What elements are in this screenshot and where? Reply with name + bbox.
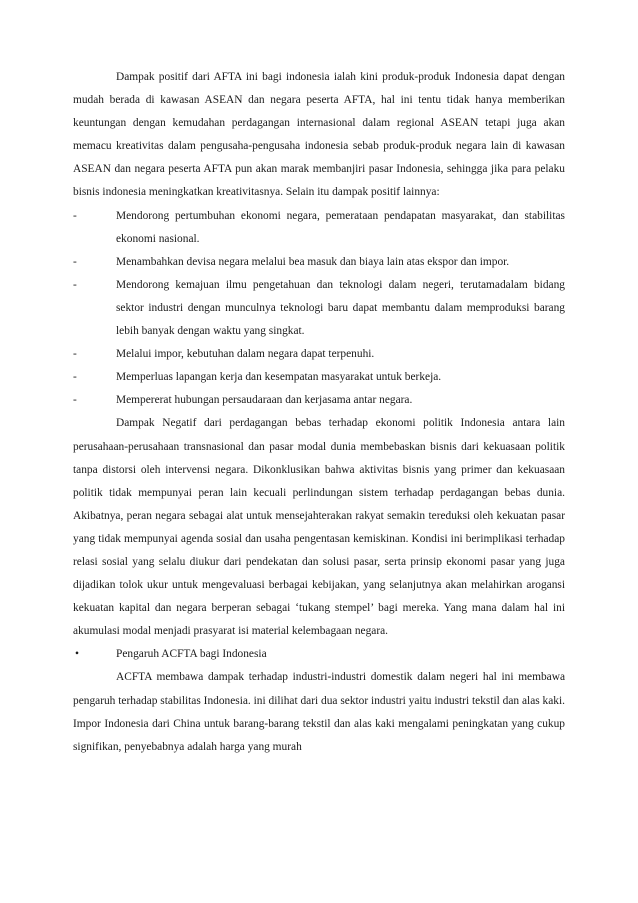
dash-marker: - [73, 278, 77, 291]
paragraph-negative-impact: Dampak Negatif dari perdagangan bebas terhadap ekonomi politik Indonesia antara lain perusahaan-perusahaan transnasional dan pasar modal dunia membebaskan bisnis dari kekuasaan politik tanpa distorsi oleh intervensi negara. Dikonklusikan bahwa aktivitas bisnis yang primer dan kekuasaan politik tidak mempunyai peran lain kecuali perlindungan sistem terhadap perdagangan bebas dunia. Akibatnya, peran negara sebagai alat untuk mensejahterakan rakyat semakin tereduksi oleh kekuatan pasar yang tidak mempunyai agenda sosial dan usaha pengentasan kemiskinan. Kondisi ini berimplikasi terhadap relasi sosial yang selalu diukur dari pendekatan dan solusi pasar, serta prinsip ekonomi pasar yang juga dijadikan tolok ukur untuk mengevaluasi berbagai kebijakan, yang selanjutnya akan melahirkan arogansi kekuatan kapital dan negara berperan sebagai ‘tukang stempel’ bagi mereka. Yang mana dalam hal ini akumulasi modal menjadi prasyarat isi material kelembagaan negara. [73, 417, 565, 638]
paragraph-acfta-impact: ACFTA membawa dampak terhadap industri-industri domestik dalam negeri hal ini membawa pengaruh terhadap stabilitas Indonesia. ini dilihat dari dua sektor industri yaitu industri tekstil dan alas kaki. Impor Indonesia dari China untuk barang-barang tekstil dan alas kaki mengalami peningkatan yang cukup signifikan, penyebabnya adalah harga yang murah [73, 671, 565, 753]
list-item-text: Menambahkan devisa negara melalui bea masuk dan biaya lain atas ekspor dan impor. [116, 255, 510, 268]
dash-marker: - [73, 255, 77, 268]
document-page [73, 66, 565, 759]
list-item [73, 205, 565, 251]
list-item [73, 366, 565, 389]
dash-marker: - [73, 209, 77, 222]
positive-impacts-list [73, 205, 565, 413]
list-item [73, 251, 565, 274]
list-item [73, 274, 565, 343]
dash-marker: - [73, 394, 77, 407]
list-item-text: Mendorong kemajuan ilmu pengetahuan dan teknologi dalam negeri, terutamadalam bidang sektor industri dengan munculnya teknologi baru dapat membantu dalam memproduksi barang lebih banyak dengan waktu yang singkat. [116, 278, 565, 338]
dash-marker: - [73, 371, 77, 384]
list-item [73, 389, 565, 412]
list-item-text: Melalui impor, kebutuhan dalam negara dapat terpenuhi. [116, 348, 375, 361]
list-item-text: Mendorong pertumbuhan ekonomi negara, pemerataan pendapatan masyarakat, dan stabilitas ekonomi nasional. [116, 209, 565, 245]
list-item [73, 343, 565, 366]
section-heading-text: Pengaruh ACFTA bagi Indonesia [116, 648, 267, 661]
paragraph-afta-positive-impact: Dampak positif dari AFTA ini bagi indonesia ialah kini produk-produk Indonesia dapat dengan mudah berada di kawasan ASEAN dan negara peserta AFTA, hal ini tentu tidak hanya memberikan keuntungan dengan kemudahan perdagangan internasional dalam regional ASEAN tetapi juga akan memacu kreativitas dalam pengusaha-pengusaha indonesia sebab produk-produk negara lain di kawasan ASEAN dan negara peserta AFTA pun akan marak membanjiri pasar Indonesia, sehingga jika para pelaku bisnis indonesia meningkatkan kreativitasnya. Selain itu dampak positif lainnya: [73, 71, 565, 199]
section-heading-acfta [73, 643, 565, 666]
list-item-text: Memperluas lapangan kerja dan kesempatan masyarakat untuk berkeja. [116, 371, 442, 384]
bullet-icon: • [75, 648, 79, 661]
dash-marker: - [73, 348, 77, 361]
list-item-text: Mempererat hubungan persaudaraan dan kerjasama antar negara. [116, 394, 413, 407]
